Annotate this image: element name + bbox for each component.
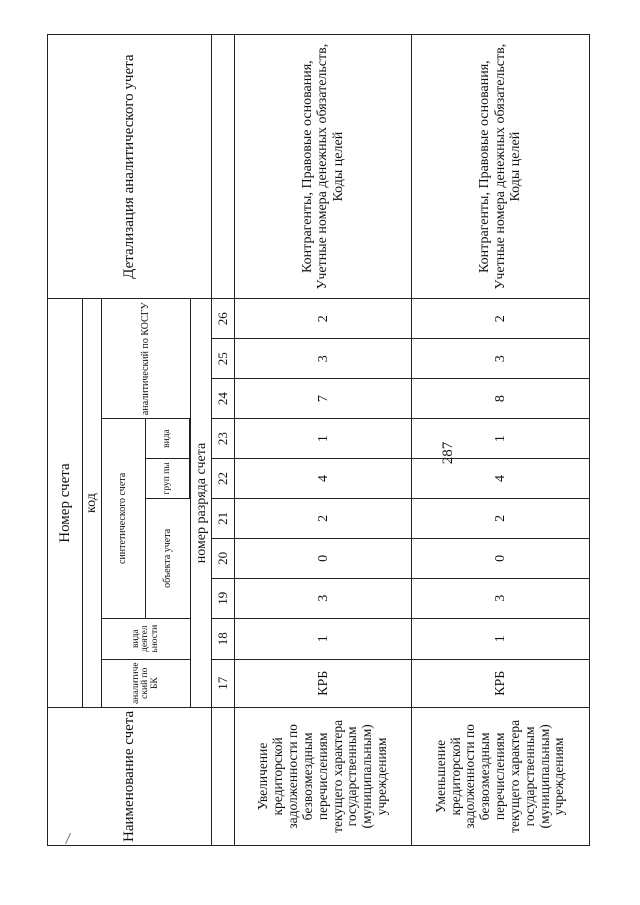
digit-21: 21 xyxy=(212,498,235,538)
digit-spacer-left xyxy=(212,707,235,845)
header-kind: вида xyxy=(145,419,189,459)
row-2-digit-18: 1 xyxy=(412,618,590,659)
row-1-name: Увеличение кредиторской задолженности по безвозмездным перечислениям текущего характера государственным (муниципальным) учреждениям xyxy=(235,707,412,845)
digit-18: 18 xyxy=(212,618,235,659)
digit-17: 17 xyxy=(212,659,235,707)
row-1-digit-26: 2 xyxy=(235,299,412,339)
header-synthetic: синтетического счета xyxy=(101,419,145,619)
digit-22: 22 xyxy=(212,459,235,499)
digit-23: 23 xyxy=(212,419,235,459)
row-1-digit-24: 7 xyxy=(235,379,412,419)
digit-25: 25 xyxy=(212,339,235,379)
digit-20: 20 xyxy=(212,538,235,578)
row-1-digit-20: 0 xyxy=(235,538,412,578)
header-activity-type: вида деятел ьности xyxy=(101,618,191,659)
header-account-number: Номер счета xyxy=(48,299,83,707)
digit-24: 24 xyxy=(212,379,235,419)
row-2-digit-20: 0 xyxy=(412,538,590,578)
row-1-code-bk: КРБ xyxy=(235,659,412,707)
row-2-digit-24: 8 xyxy=(412,379,590,419)
table-row xyxy=(412,35,590,846)
row-2-name: Уменьшение кредиторской задолженности по безвозмездным перечислениям текущего характера государственным (муниципальным) учреждениям xyxy=(412,707,590,845)
row-1-digit-19: 3 xyxy=(235,578,412,618)
header-analytic-kosgu: аналитический по КОСГУ xyxy=(101,299,191,419)
header-code: код xyxy=(82,299,101,707)
row-1-detail: Контрагенты, Правовые основания, Учетные номера денежных обязательств, Коды целей xyxy=(235,35,412,299)
header-detail: Детализация аналитического учета xyxy=(48,35,212,299)
table-row xyxy=(235,35,412,846)
header-account-object: объекта учета xyxy=(145,498,190,618)
row-2-digit-21: 2 xyxy=(412,498,590,538)
row-1-digit-23: 1 xyxy=(235,419,412,459)
row-1-digit-25: 3 xyxy=(235,339,412,379)
row-2-detail: Контрагенты, Правовые основания, Учетные номера денежных обязательств, Коды целей xyxy=(412,35,590,299)
row-2-digit-19: 3 xyxy=(412,578,590,618)
digit-26: 26 xyxy=(212,299,235,339)
row-1-digit-18: 1 xyxy=(235,618,412,659)
account-table-wrapper xyxy=(47,34,590,846)
row-2-digit-26: 2 xyxy=(412,299,590,339)
row-1-digit-21: 2 xyxy=(235,498,412,538)
digit-19: 19 xyxy=(212,578,235,618)
header-account-name: Наименование счета xyxy=(48,707,212,845)
digit-spacer-right xyxy=(212,35,235,299)
row-2-code-bk: КРБ xyxy=(412,659,590,707)
header-analytic-bk: аналитиче ский по БК xyxy=(101,659,191,707)
row-2-digit-22: 4 xyxy=(412,459,590,499)
row-2-digit-25: 3 xyxy=(412,339,590,379)
header-digit-number: номер разряда счета xyxy=(191,299,212,707)
page-number: 287 xyxy=(440,441,456,465)
row-2-digit-23: 1 xyxy=(412,419,590,459)
header-group: груп пы xyxy=(145,459,189,499)
account-table xyxy=(47,34,590,846)
row-1-digit-22: 4 xyxy=(235,459,412,499)
